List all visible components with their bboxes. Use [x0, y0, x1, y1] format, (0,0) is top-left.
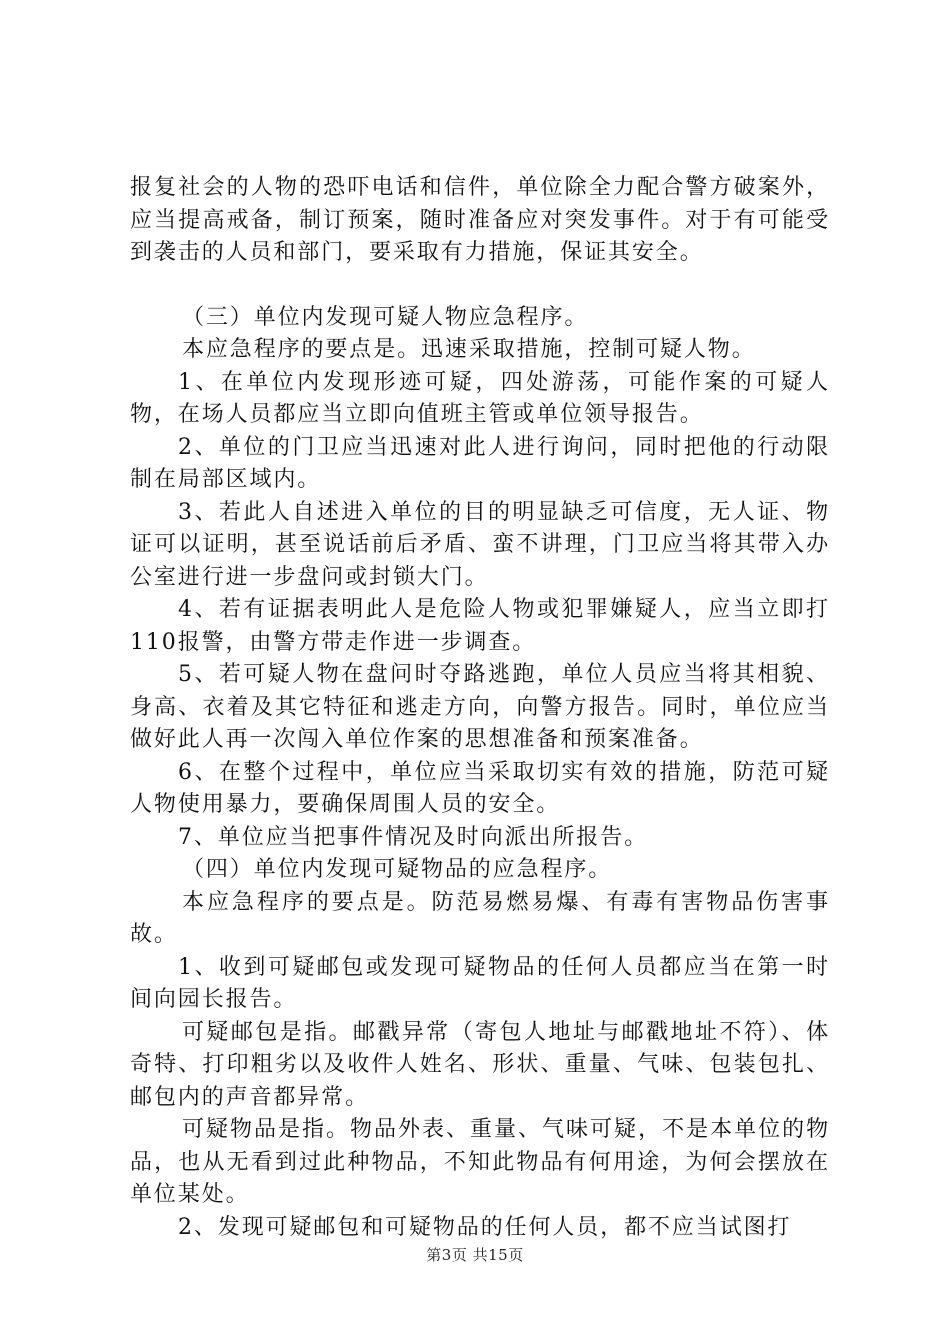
suspicious-item-definition: 可疑物品是指。物品外表、重量、气味可疑，不是本单位的物品，也从无看到过此种物品，不知此物品有何用途，为何会摆放在单位某处。 [130, 1117, 830, 1207]
document-body [130, 172, 830, 1244]
section-3-item-4: 4、若有证据表明此人是危险人物或犯罪嫌疑人，应当立即打110报警，由警方带走作进一步调查。 [130, 597, 830, 655]
section-4-item-1: 1、收到可疑邮包或发现可疑物品的任何人员都应当在第一时间向园长报告。 [130, 954, 830, 1012]
page-footer: 第3页 共15页 [426, 1246, 524, 1264]
section-heading-4: （四）单位内发现可疑物品的应急程序。 [182, 857, 613, 882]
section-3-item-5: 5、若可疑人物在盘问时夺路逃跑，单位人员应当将其相貌、身高、衣着及其它特征和逃走方向，向警方报告。同时，单位应当做好此人再一次闯入单位作案的思想准备和预案准备。 [130, 662, 830, 752]
section-4-item-2: 2、发现可疑邮包和可疑物品的任何人员，都不应当试图打 [178, 1214, 792, 1240]
section-3-item-7: 7、单位应当把事件情况及时向派出所报告。 [178, 824, 648, 850]
section-heading-3: （三）单位内发现可疑人物应急程序。 [182, 304, 589, 330]
section-3-key-point: 本应急程序的要点是。迅速采取措施，控制可疑人物。 [182, 337, 756, 362]
section-3-item-6: 6、在整个过程中，单位应当采取切实有效的措施，防范可疑人物使用暴力，要确保周围人员的安全。 [130, 759, 830, 817]
suspicious-parcel-definition: 可疑邮包是指。邮戳异常（寄包人地址与邮戳地址不符）、体奇特、打印粗劣以及收件人姓名、形状、重量、气味、包装包扎、邮包内的声音都异常。 [130, 1019, 830, 1110]
paragraph-gap [130, 270, 830, 302]
paragraph-continuation: 报复社会的人物的恐吓电话和信件，单位除全力配合警方破案外，应当提高戒备，制订预案，随时准备应对突发事件。对于有可能受到袭击的人员和部门，要采取有力措施，保证其安全。 [130, 175, 830, 265]
section-3-item-3: 3、若此人自述进入单位的目的明显缺乏可信度，无人证、物证可以证明，甚至说话前后矛盾、蛮不讲理，门卫应当将其带入办公室进行进一步盘问或封锁大门。 [130, 499, 830, 590]
section-3-item-1: 1、在单位内发现形迹可疑，四处游荡，可能作案的可疑人物，在场人员都应当立即向值班主管或单位领导报告。 [130, 369, 830, 427]
section-4-key-point: 本应急程序的要点是。防范易燃易爆、有毒有害物品伤害事故。 [130, 889, 830, 947]
section-3-item-2: 2、单位的门卫应当迅速对此人进行询问，同时把他的行动限制在局部区域内。 [130, 434, 830, 492]
